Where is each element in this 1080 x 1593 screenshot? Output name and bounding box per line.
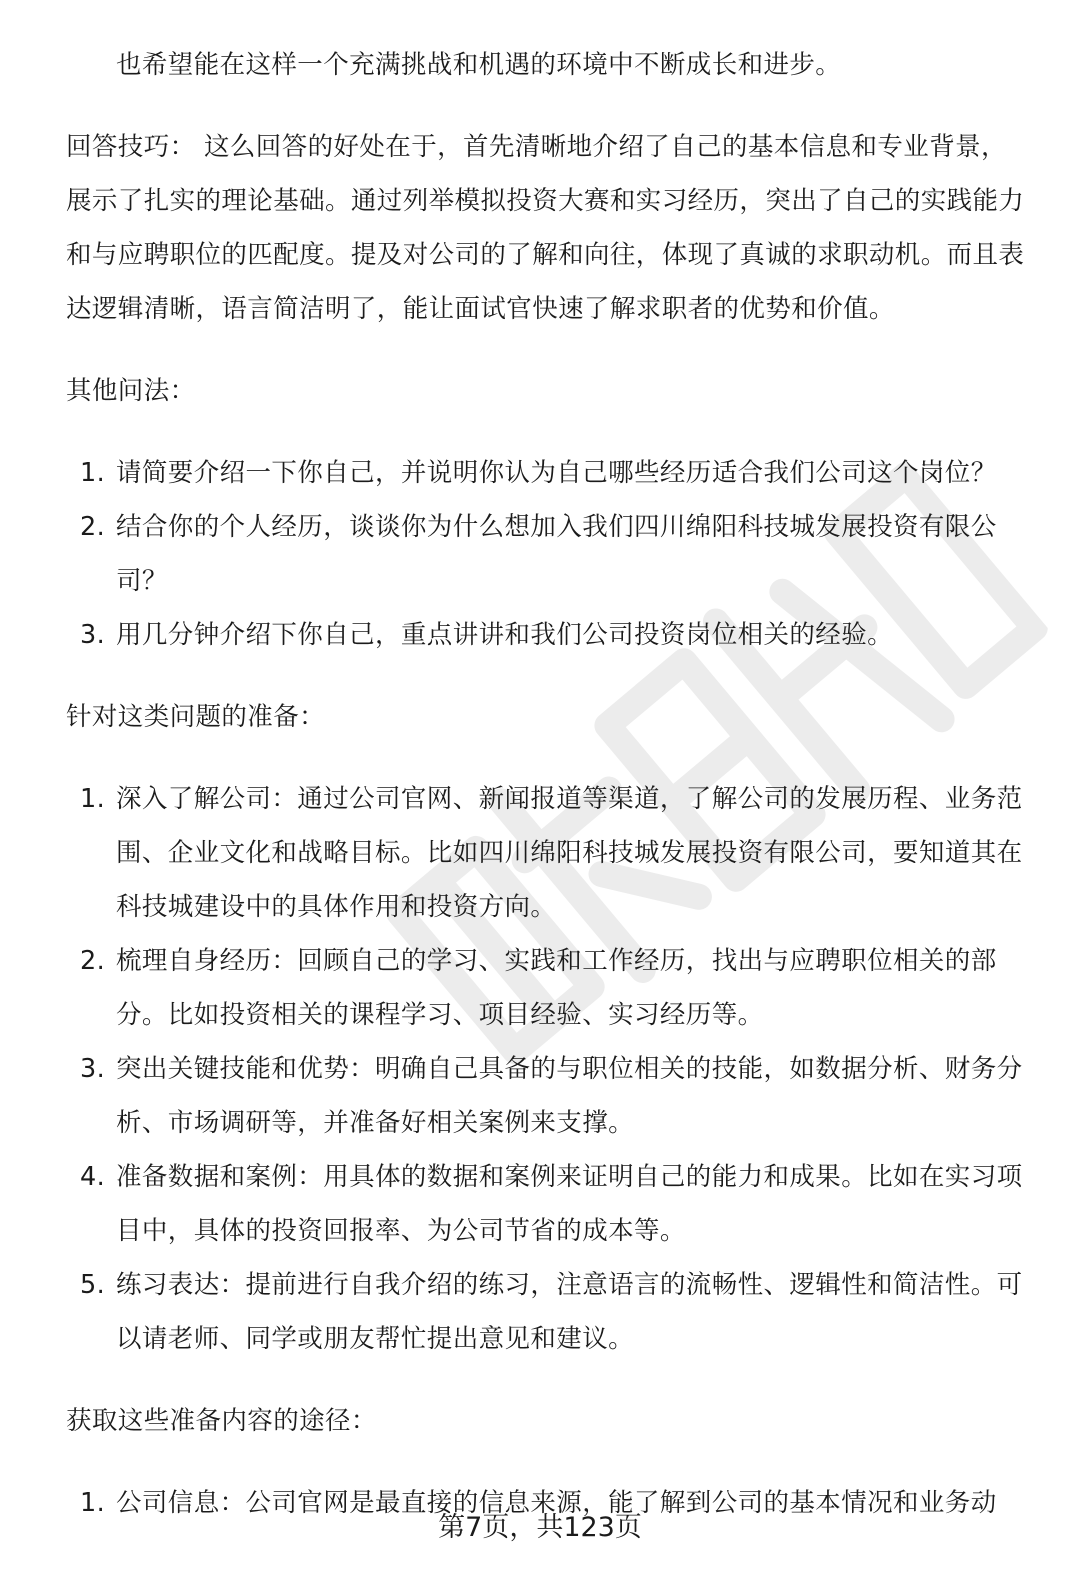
preparation-list [66, 772, 1032, 1366]
list-item [66, 1042, 1032, 1150]
answer-tips-paragraph: 回答技巧： 这么回答的好处在于，首先清晰地介绍了自己的基本信息和专业背景，展示了扎实的理论基础。通过列举模拟投资大赛和实习经历，突出了自己的实践能力和与应聘职位的匹配度。提及对公司的了解和向往，体现了真诚的求职动机。而且表达逻辑清晰，语言简洁明了，能让面试官快速了解求职者的优势和价值。 [66, 132, 1025, 324]
page-number-footer: 第7页，共123页 [438, 1512, 642, 1543]
list-item [66, 1258, 1032, 1366]
list-number: 3. [80, 1054, 106, 1084]
list-item-text: 准备数据和案例：用具体的数据和案例来证明自己的能力和成果。比如在实习项目中，具体的投资回报率、为公司节省的成本等。 [116, 1162, 1023, 1246]
list-item [66, 500, 1032, 608]
other-questions-list [66, 446, 1032, 662]
list-number: 1. [80, 1488, 106, 1518]
list-item-text: 结合你的个人经历，谈谈你为什么想加入我们四川绵阳科技城发展投资有限公司？ [116, 512, 997, 596]
list-number: 4. [80, 1162, 106, 1192]
other-questions-heading: 其他问法： [66, 376, 196, 406]
list-number: 1. [80, 458, 106, 488]
list-item-text: 用几分钟介绍下你自己，重点讲讲和我们公司投资岗位相关的经验。 [116, 620, 894, 650]
list-number: 2. [80, 512, 106, 542]
list-item-text: 突出关键技能和优势：明确自己具备的与职位相关的技能，如数据分析、财务分析、市场调研等，并准备好相关案例来支撑。 [116, 1054, 1023, 1138]
preparation-heading: 针对这类问题的准备： [66, 702, 326, 732]
list-item [66, 608, 1032, 662]
list-item [66, 772, 1032, 934]
list-item-text: 梳理自身经历：回顾自己的学习、实践和工作经历，找出与应聘职位相关的部分。比如投资相关的课程学习、项目经验、实习经历等。 [116, 946, 997, 1030]
list-number: 5. [80, 1270, 106, 1300]
list-number: 3. [80, 620, 106, 650]
list-number: 2. [80, 946, 106, 976]
document-body [66, 38, 1032, 1558]
list-item-text: 公司信息：公司官网是最直接的信息来源，能了解到公司的基本情况和业务动 [116, 1488, 997, 1518]
list-item-text: 深入了解公司：通过公司官网、新闻报道等渠道，了解公司的发展历程、业务范围、企业文化和战略目标。比如四川绵阳科技城发展投资有限公司，要知道其在科技城建设中的具体作用和投资方向。 [116, 784, 1023, 922]
list-item [66, 446, 1032, 500]
intro-tail-paragraph: 也希望能在这样一个充满挑战和机遇的环境中不断成长和进步。 [116, 50, 842, 80]
list-item-text: 练习表达：提前进行自我介绍的练习，注意语言的流畅性、逻辑性和简洁性。可以请老师、同学或朋友帮忙提出意见和建议。 [116, 1270, 1023, 1354]
list-item-text: 请简要介绍一下你自己，并说明你认为自己哪些经历适合我们公司这个岗位？ [116, 458, 997, 488]
list-number: 1. [80, 784, 106, 814]
list-item [66, 1150, 1032, 1258]
list-item [66, 934, 1032, 1042]
sources-heading: 获取这些准备内容的途径： [66, 1406, 377, 1436]
